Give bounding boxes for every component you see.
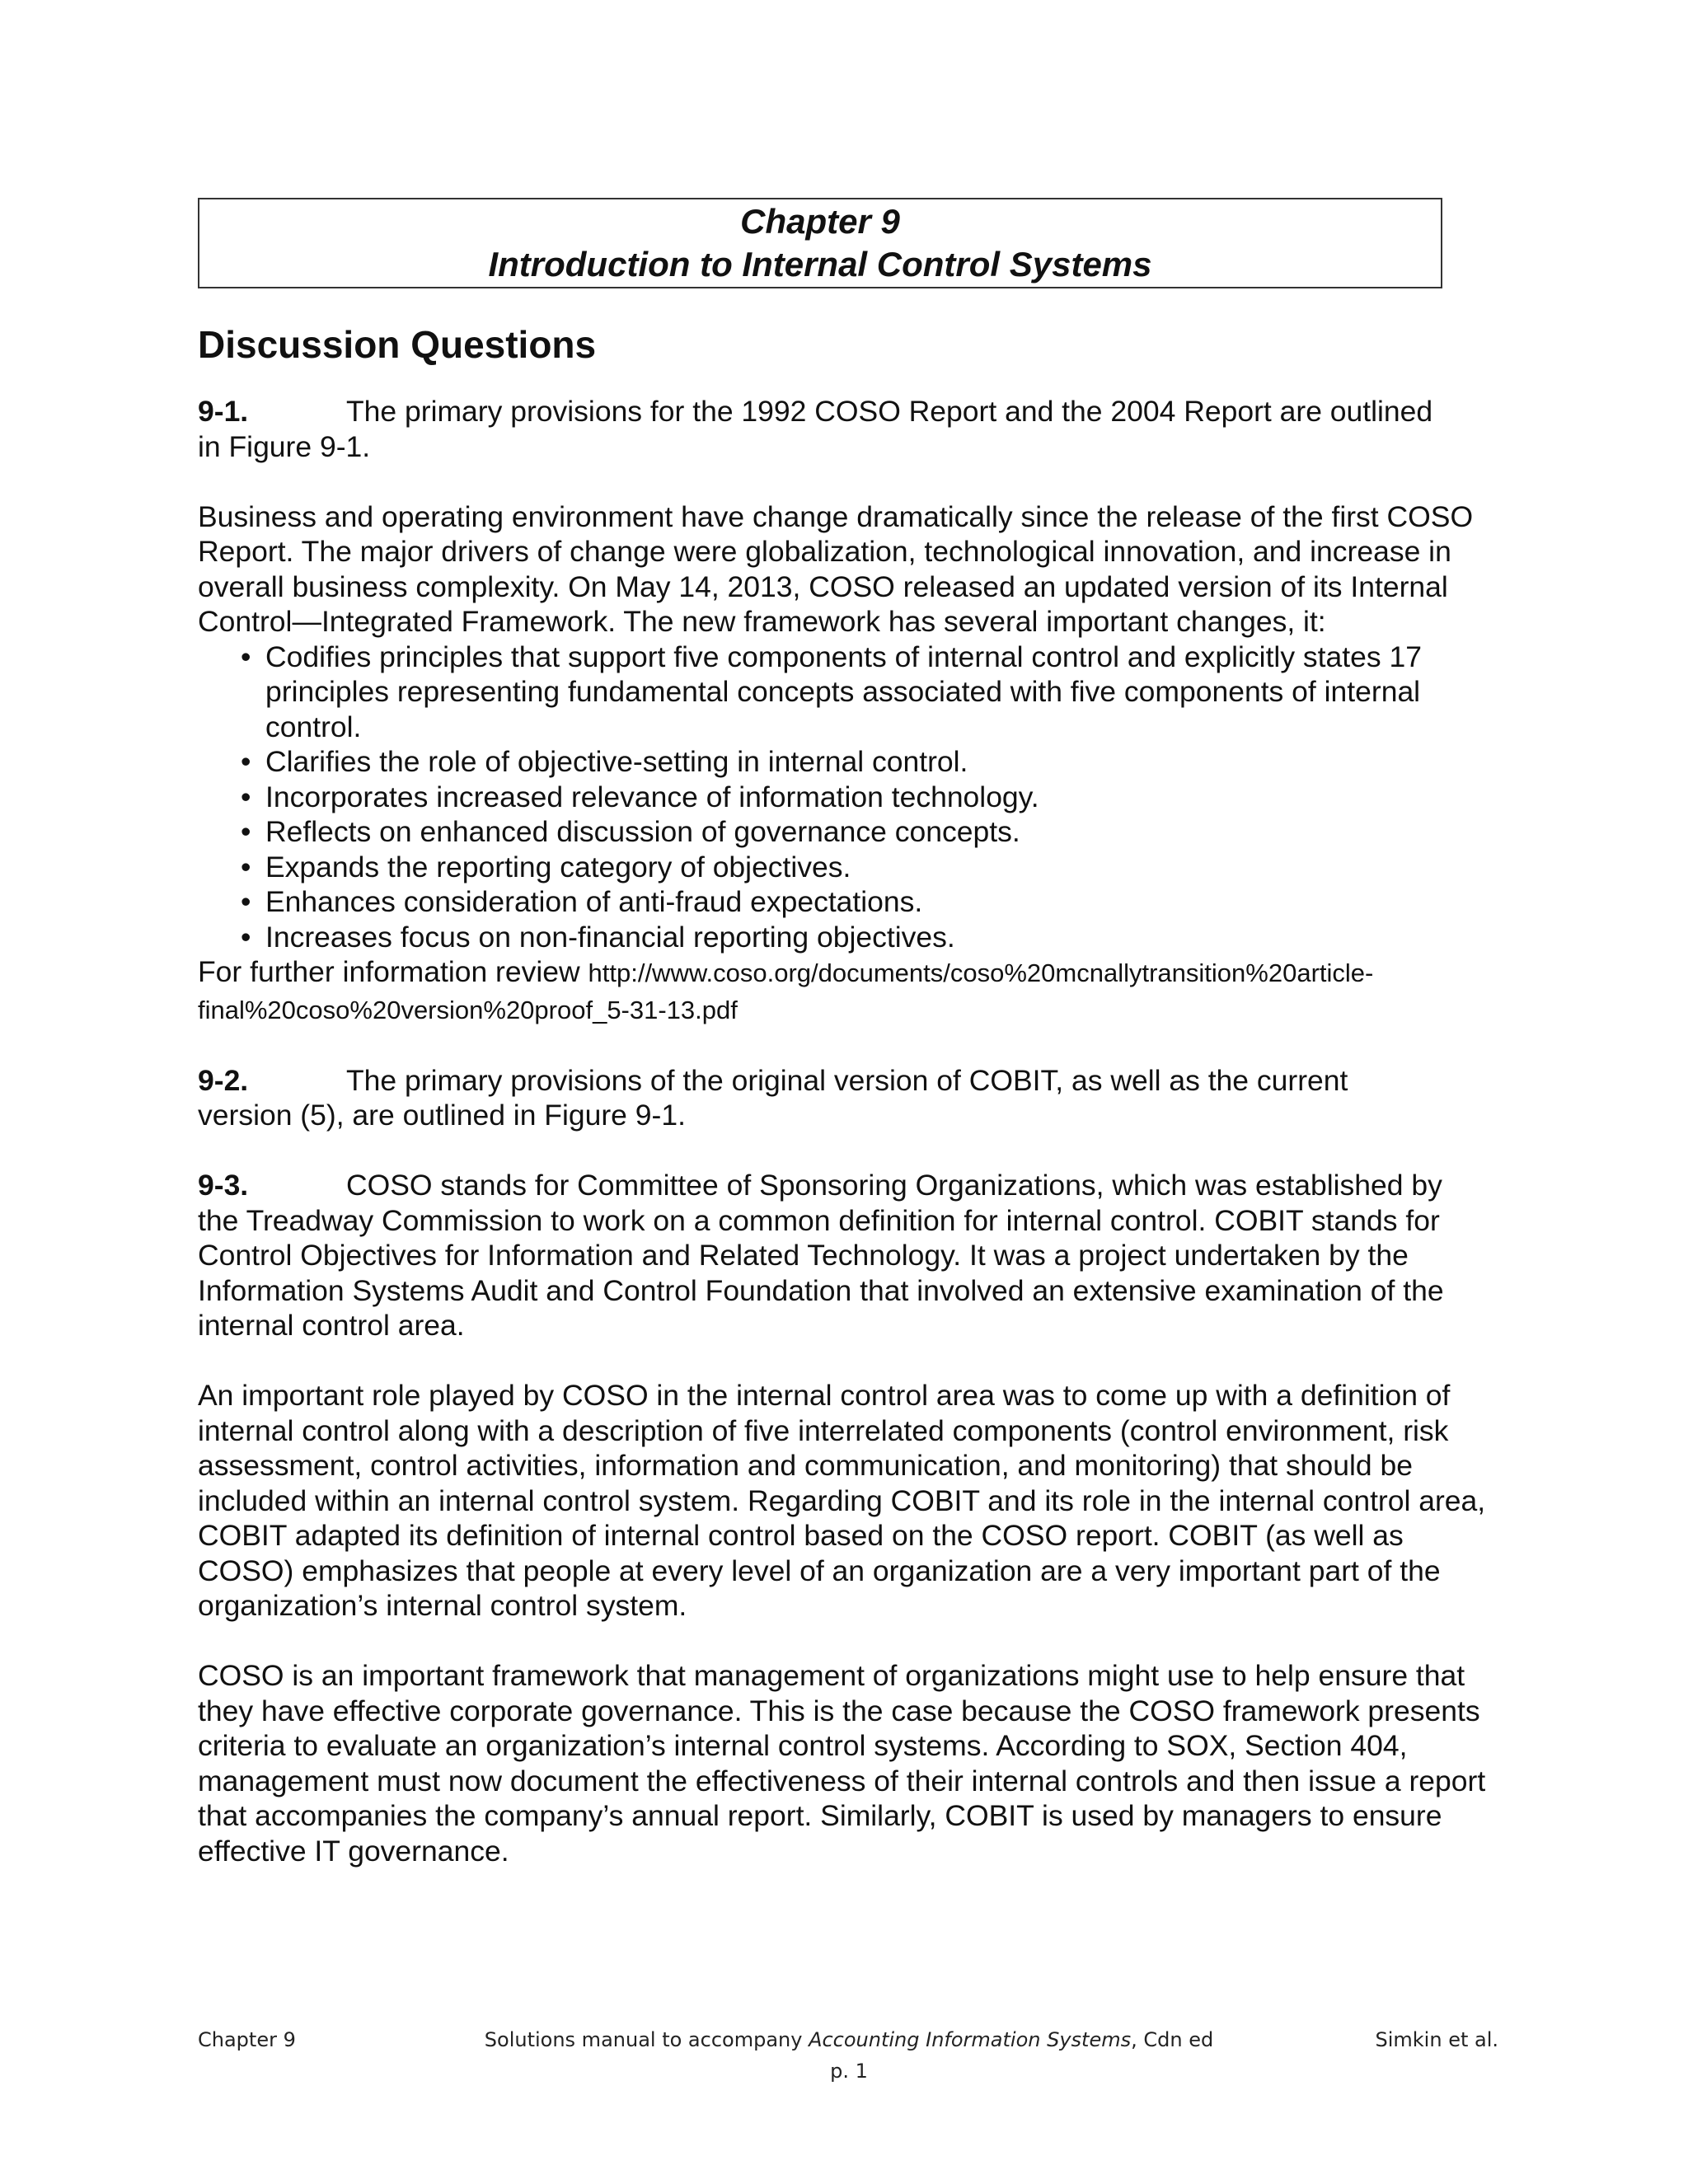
document-body [198, 394, 1500, 1904]
footer-chapter: Chapter 9 [198, 2028, 296, 2051]
question-number: 9-1. [198, 395, 249, 428]
chapter-title: Introduction to Internal Control Systems [488, 245, 1152, 284]
footer-book-prefix: Solutions manual to accompany [484, 2028, 809, 2051]
bullet-list [198, 640, 1500, 955]
page-number: p. 1 [830, 2060, 868, 2083]
paragraph-coso-role: An important role played by COSO in the internal control area was to come up with a definition of internal control along with a description of five interrelated components (control environment, risk assessment, control activities, information and communication, and monitoring) that should be included within an internal control system. Regarding COBIT and its role in the internal control area, COBIT adapted its definition of internal control based on the COSO report. COBIT (as well as COSO) emphasizes that people at every level of an organization are a very important part of the organization’s internal control system. [198, 1379, 1486, 1622]
question-number: 9-2. [198, 1063, 249, 1097]
question-text-continued: the Treadway Commission to work on a common definition for internal control. COBIT stands for Control Objectives for Information and Related Technology. It was a project undertaken by the Information Systems Audit and Control Foundation that involved an extensive examination of the internal control area. [198, 1203, 1444, 1342]
chapter-number: Chapter 9 [740, 202, 900, 241]
question-text-continued: version (5), are outlined in Figure 9-1. [198, 1099, 686, 1132]
reference-link[interactable]: http://www.coso.org/documents/coso%20mcnallytransition%20article-final%20coso%20version%20proof_5-31-13.pdf [198, 958, 1374, 1024]
list-item: • Incorporates increased relevance of information technology. [241, 780, 1500, 815]
section-heading: Discussion Questions [198, 323, 597, 366]
question-text: The primary provisions for the 1992 COSO Report and the 2004 Report are outlined [346, 395, 1433, 428]
footer-book-suffix: , Cdn ed [1131, 2028, 1214, 2051]
list-item: • Enhances consideration of anti-fraud expectations. [241, 884, 1500, 920]
list-item: • Clarifies the role of objective-setting in internal control. [241, 744, 1500, 780]
footer-book [198, 2026, 1500, 2054]
footer-book-title: Accounting Information Systems [809, 2028, 1132, 2051]
question-text-continued: in Figure 9-1. [198, 429, 371, 463]
question-text: The primary provisions of the original version of COBIT, as well as the current [346, 1063, 1348, 1097]
further-information [198, 954, 1500, 1028]
list-item: • Codifies principles that support five components of internal control and explicitly states 17 principles representing fundamental concepts associated with five components of internal control. [241, 640, 1500, 745]
paragraph-coso-update: Business and operating environment have change dramatically since the release of the first COSO Report. The major drivers of change were globalization, technological innovation, and increase in overall business complexity. On May 14, 2013, COSO released an updated version of its Internal Control—Integrated Framework. The new framework has several important changes, it: [198, 499, 1474, 638]
list-item: • Reflects on enhanced discussion of governance concepts. [241, 814, 1500, 850]
question-9-3 [198, 1168, 1500, 1343]
further-label: For further information review [198, 955, 580, 988]
list-item: • Increases focus on non-financial reporting objectives. [241, 920, 1500, 955]
question-number: 9-3. [198, 1169, 249, 1202]
list-item: • Expands the reporting category of objectives. [241, 850, 1500, 885]
question-text: COSO stands for Committee of Sponsoring Organizations, which was established by [346, 1169, 1442, 1202]
question-9-1 [198, 394, 1500, 464]
footer-authors: Simkin et al. [1375, 2028, 1498, 2051]
paragraph-coso-governance: COSO is an important framework that management of organizations might use to help ensure that they have effective corporate governance. This is the case because the COSO framework presents criteria to evaluate an organization’s internal control systems. According to SOX, Section 404, management must now document the effectiveness of their internal controls and then issue a report that accompanies the company’s annual report. Similarly, COBIT is used by managers to ensure effective IT governance. [198, 1659, 1486, 1868]
question-9-2 [198, 1063, 1500, 1133]
chapter-title-box [198, 198, 1442, 288]
